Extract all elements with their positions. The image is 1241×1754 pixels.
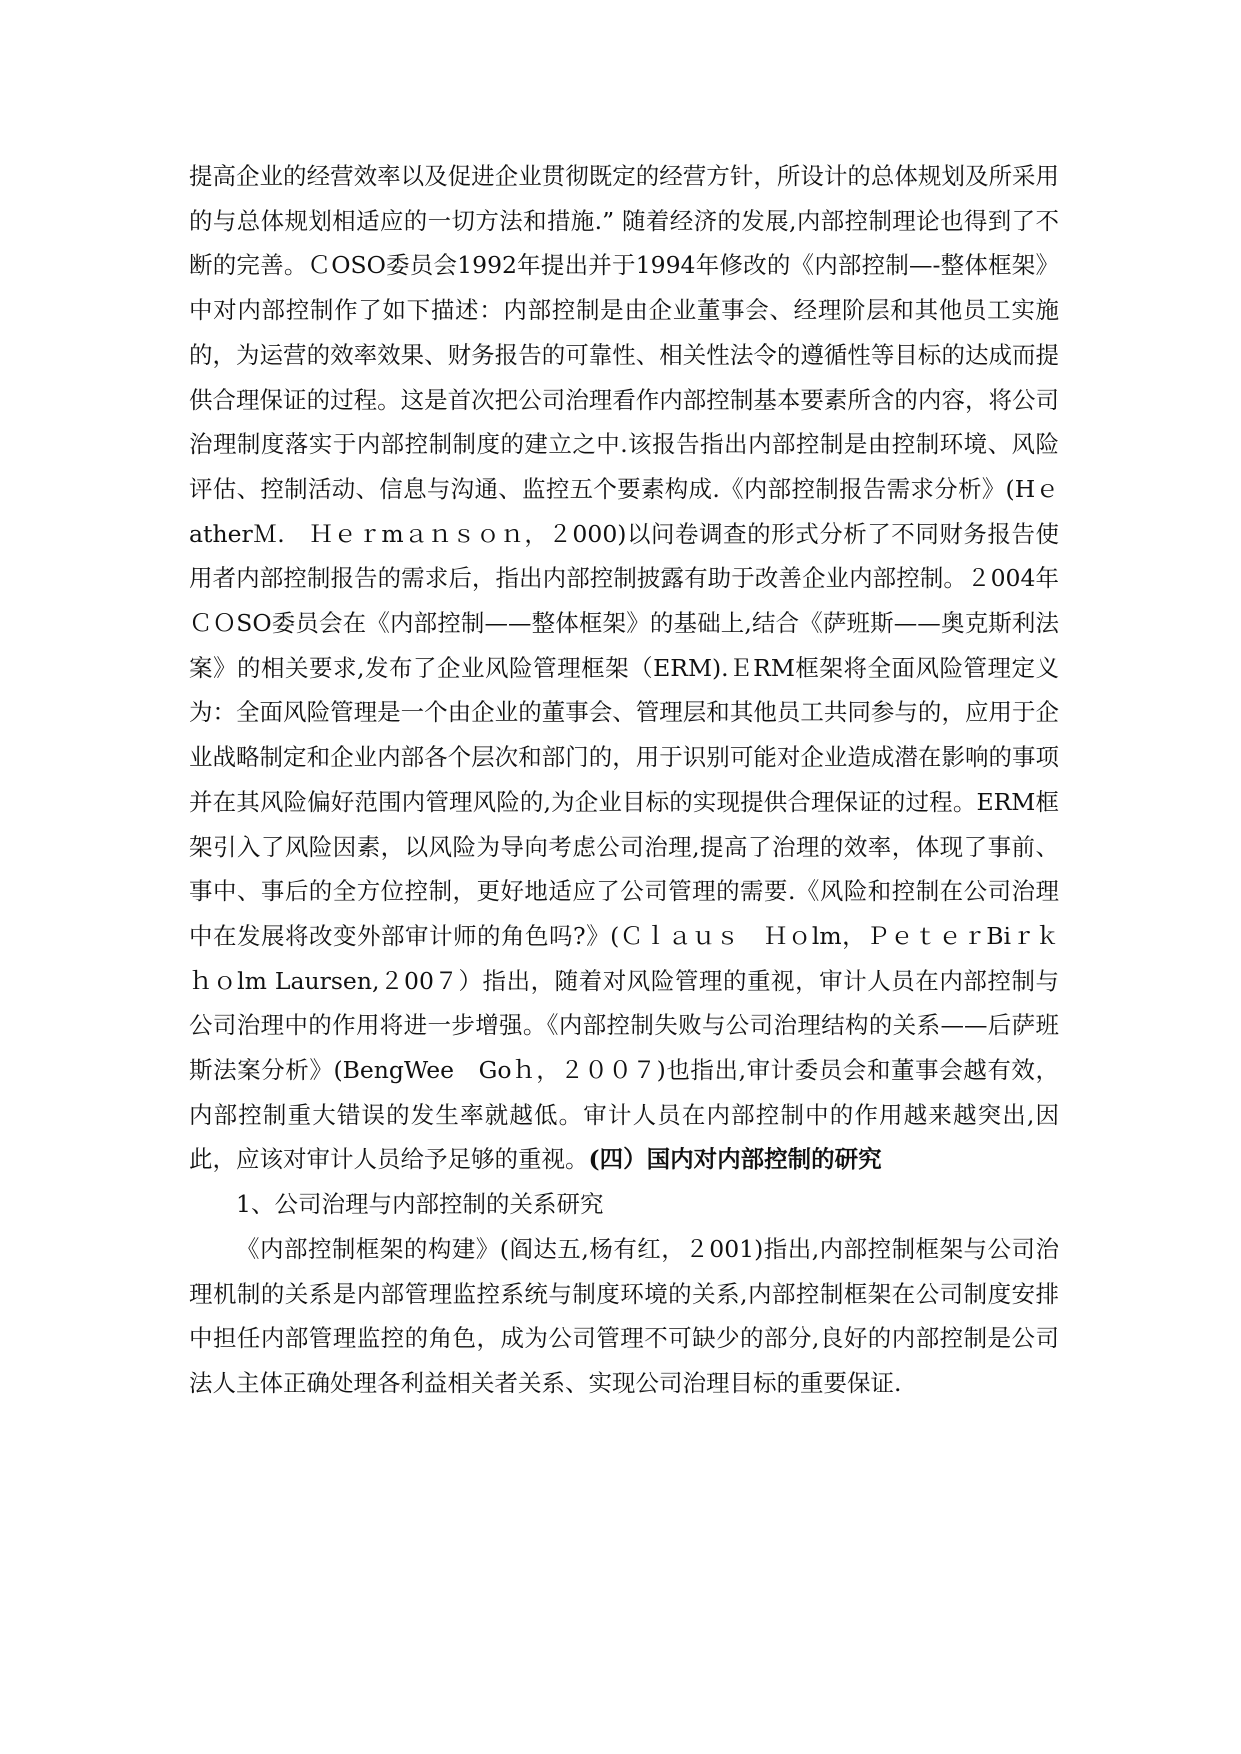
subsection-heading: 1、公司治理与内部控制的关系研究 <box>236 1190 604 1219</box>
document-body <box>189 154 1059 1406</box>
paragraph-text: 提高企业的经营效率以及促进企业贯彻既定的经营方针，所设计的总体规划及所采用的与总体规划相适应的一切方法和措施.” 随着经济的发展,内部控制理论也得到了不断的完善。ＣOSO委员会1992年提出并于1994年修改的《内部控制—-整体框架》中对内部控制作了如下描述：内部控制是由企业董事会、经理阶层和其他员工实施的，为运营的效率效果、财务报告的可靠性、相关性法令的遵循性等目标的达成而提供合理保证的过程。这是首次把公司治理看作内部控制基本要素所含的内容，将公司治理制度落实于内部控制制度的建立之中.该报告指出内部控制是由控制环境、风险评估、控制活动、信息与沟通、监控五个要素构成.《内部控制报告需求分析》(HｅatherＭ. Ｈｅｒmａｎｓｏｎ，２000)以问卷调查的形式分析了不同财务报告使用者内部控制报告的需求后，指出内部控制披露有助于改善企业内部控制。２004年ＣＯSO委员会在《内部控制——整体框架》的基础上,结合《萨班斯——奥克斯利法案》的相关要求,发布了企业风险管理框架（ERM).ＥRM框架将全面风险管理定义为：全面风险管理是一个由企业的董事会、管理层和其他员工共同参与的，应用于企业战略制定和企业内部各个层次和部门的，用于识别可能对企业造成潜在影响的事项并在其风险偏好范围内管理风险的,为企业目标的实现提供合理保证的过程。ERM框架引入了风险因素，以风险为导向考虑公司治理,提高了治理的效率，体现了事前、事中、事后的全方位控制，更好地适应了公司管理的需要.《风险和控制在公司治理中在发展将改变外部审计师的角色吗?》(Ｃｌａｕｓ Ｈｏlm，ＰｅｔｅｒBiｒｋｈｏlm Laursen,２00７）指出，随着对风险管理的重视，审计人员在内部控制与公司治理中的作用将进一步增强。《内部控制失败与公司治理结构的关系——后萨班斯法案分析》(BengWee Goｈ，２００７)也指出,审计委员会和董事会越有效，内部控制重大错误的发生率就越低。审计人员在内部控制中的作用越来越突出,因此，应该对审计人员给予足够的重视。 <box>189 162 1059 1174</box>
body-paragraph: 《内部控制框架的构建》(阎达五,杨有红，２001)指出,内部控制框架与公司治理机制的关系是内部管理监控系统与制度环境的关系,内部控制框架在公司制度安排中担任内部管理监控的角色，成为公司管理不可缺少的部分,良好的内部控制是公司法人主体正确处理各利益相关者关系、实现公司治理目标的重要保证. <box>189 1234 1059 1397</box>
body-paragraph <box>189 154 1059 1182</box>
section-heading: (四）国内对内部控制的研究 <box>588 1145 882 1174</box>
